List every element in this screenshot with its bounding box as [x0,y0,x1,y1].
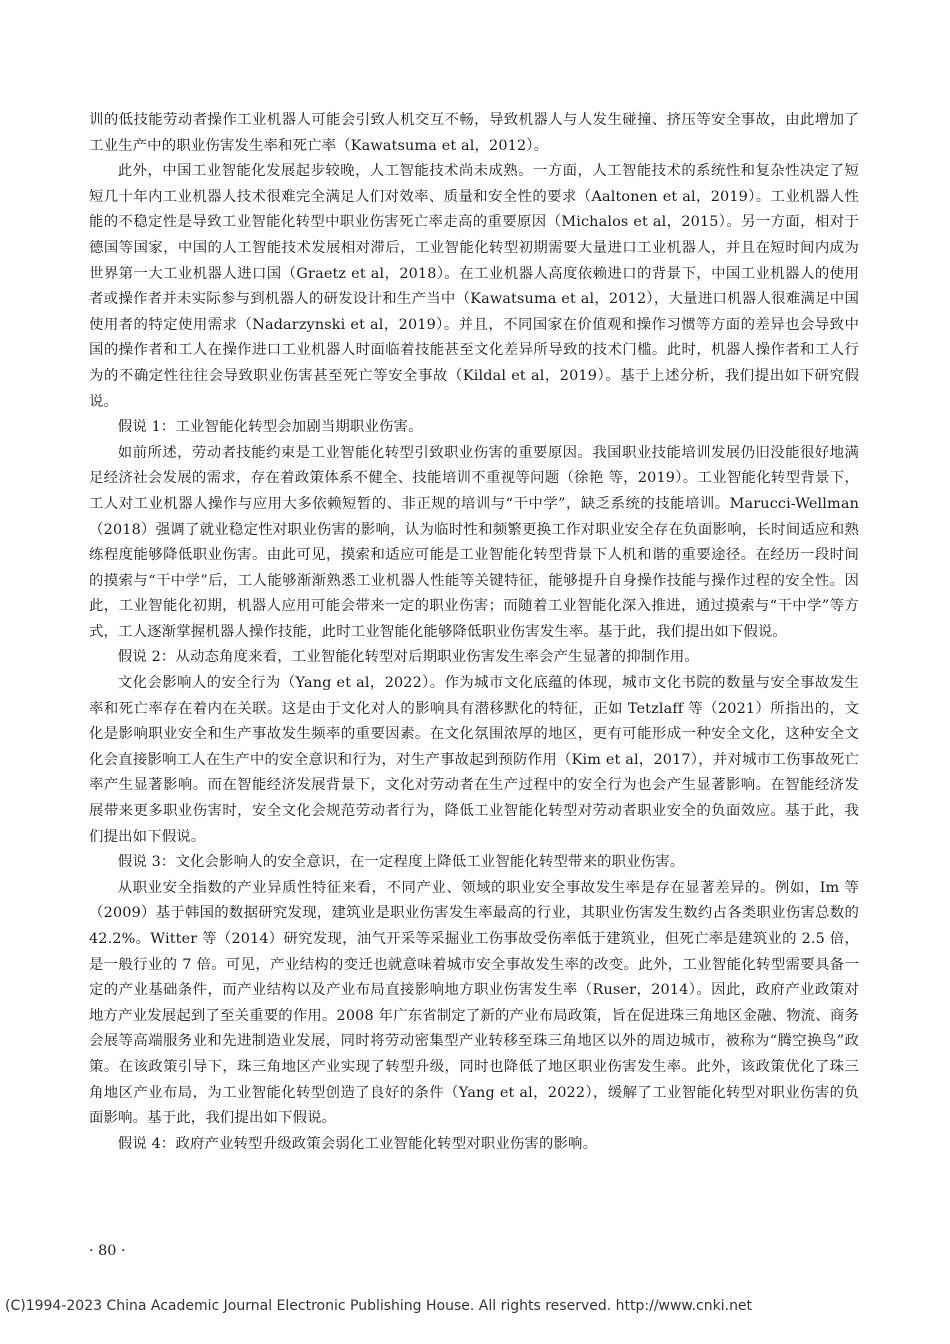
paragraph-ai-development: 此外，中国工业智能化发展起步较晚，人工智能技术尚未成熟。一方面，人工智能技术的系统性和复杂性决定了短短几十年内工业机器人技术很难完全满足人们对效率、质量和安全性的要求（Aaltonen et al，2019）。工业机器人性能的不稳定性是导致工业智能化转型中职业伤害死亡率走高的重要原因（Michalos et al，2015）。另一方面，相对于德国等国家，中国的人工智能技术发展相对滞后，工业智能化转型初期需要大量进口工业机器人，并且在短时间内成为世界第一大工业机器人进口国（Graetz et al，2018）。在工业机器人高度依赖进口的背景下，中国工业机器人的使用者或操作者并未实际参与到机器人的研发设计和生产当中（Kawatsuma et al，2012），大量进口机器人很难满足中国使用者的特定使用需求（Nadarzynski et al，2019）。并且，不同国家在价值观和操作习惯等方面的差异也会导致中国的操作者和工人在操作进口工业机器人时面临着技能甚至文化差异所导致的技术门槛。此时，机器人操作者和工人行为的不确定性往往会导致职业伤害甚至死亡等安全事故（Kildal et al，2019）。基于上述分析，我们提出如下研究假说。 [89,163,859,410]
paragraph-continuation: 训的低技能劳动者操作工业机器人可能会引致人机交互不畅，导致机器人与人发生碰撞、挤压等安全事故，由此增加了工业生产中的职业伤害发生率和死亡率（Kawatsuma et al，2012）。 [89,112,859,154]
article-body [89,108,859,1157]
hypothesis-4: 假说 4：政府产业转型升级政策会弱化工业智能化转型对职业伤害的影响。 [117,1135,598,1152]
hypothesis-1: 假说 1：工业智能化转型会加剧当期职业伤害。 [117,419,423,436]
paragraph-industry-policy: 从职业安全指数的产业异质性特征来看，不同产业、领域的职业安全事故发生率是存在显著差异的。例如，Im 等（2009）基于韩国的数据研究发现，建筑业是职业伤害发生率最高的行业，其职业伤害发生数约占各类职业伤害总数的 42.2%。Witter 等（2014）研究发现，油气开采等采掘业工伤事故受伤率低于建筑业，但死亡率是建筑业的 2.5 倍，是一般行业的 7 倍。可见，产业结构的变迁也就意味着城市安全事故发生率的改变。此外，工业智能化转型需要具备一定的产业基础条件，而产业结构以及产业布局直接影响地方职业伤害发生率（Ruser，2014）。因此，政府产业政策对地方产业发展起到了至关重要的作用。2008 年广东省制定了新的产业布局政策，旨在促进珠三角地区金融、物流、商务会展等高端服务业和先进制造业发展，同时将劳动密集型产业转移至珠三角地区以外的周边城市，被称为“腾空换鸟”政策。在该政策引导下，珠三角地区产业实现了转型升级，同时也降低了地区职业伤害发生率。此外，该政策优化了珠三角地区产业布局，为工业智能化转型创造了良好的条件（Yang et al，2022），缓解了工业智能化转型对职业伤害的负面影响。基于此，我们提出如下假说。 [89,879,859,1127]
paragraph-culture: 文化会影响人的安全行为（Yang et al，2022）。作为城市文化底蕴的体现，城市文化书院的数量与安全事故发生率和死亡率存在着内在关联。这是由于文化对人的影响具有潜移默化的特征，正如 Tetzlaff 等（2021）所指出的，文化是影响职业安全和生产事故发生频率的重要因素。在文化氛围浓厚的地区，更有可能形成一种安全文化，这种安全文化会直接影响工人在生产中的安全意识和行为，对生产事故起到预防作用（Kim et al，2017），并对城市工伤事故死亡率产生显著影响。而在智能经济发展背景下，文化对劳动者在生产过程中的安全行为也会产生显著影响。在智能经济发展带来更多职业伤害时，安全文化会规范劳动者行为，降低工业智能化转型对劳动者职业安全的负面效应。基于此，我们提出如下假说。 [89,675,859,845]
hypothesis-2: 假说 2：从动态角度来看，工业智能化转型对后期职业伤害发生率会产生显著的抑制作用。 [117,649,699,666]
hypothesis-3: 假说 3：文化会影响人的安全意识，在一定程度上降低工业智能化转型带来的职业伤害。 [117,854,685,871]
copyright-footer: (C)1994-2023 China Academic Journal Electronic Publishing House. All rights reserved. http://www.cnki.net [5,1298,753,1314]
paragraph-skill-constraint: 如前所述，劳动者技能约束是工业智能化转型引致职业伤害的重要原因。我国职业技能培训发展仍旧没能很好地满足经济社会发展的需求，存在着政策体系不健全、技能培训不重视等问题（徐艳 等，2019）。工业智能化转型背景下，工人对工业机器人操作与应用大多依赖短暂的、非正规的培训与“干中学”，缺乏系统的技能培训。Marucci-Wellman（2018）强调了就业稳定性对职业伤害的影响，认为临时性和频繁更换工作对职业安全存在负面影响，长时间适应和熟练程度能够降低职业伤害。由此可见，摸索和适应可能是工业智能化转型背景下人机和谐的重要途径。在经历一段时间的摸索与“干中学”后，工人能够渐渐熟悉工业机器人性能等关键特征，能够提升自身操作技能与操作过程的安全性。因此，工业智能化初期，机器人应用可能会带来一定的职业伤害；而随着工业智能化深入推进，通过摸索与“干中学”等方式，工人逐渐掌握机器人操作技能，此时工业智能化能够降低职业伤害发生率。基于此，我们提出如下假说。 [89,444,859,640]
page-number: · 80 · [89,1243,126,1259]
